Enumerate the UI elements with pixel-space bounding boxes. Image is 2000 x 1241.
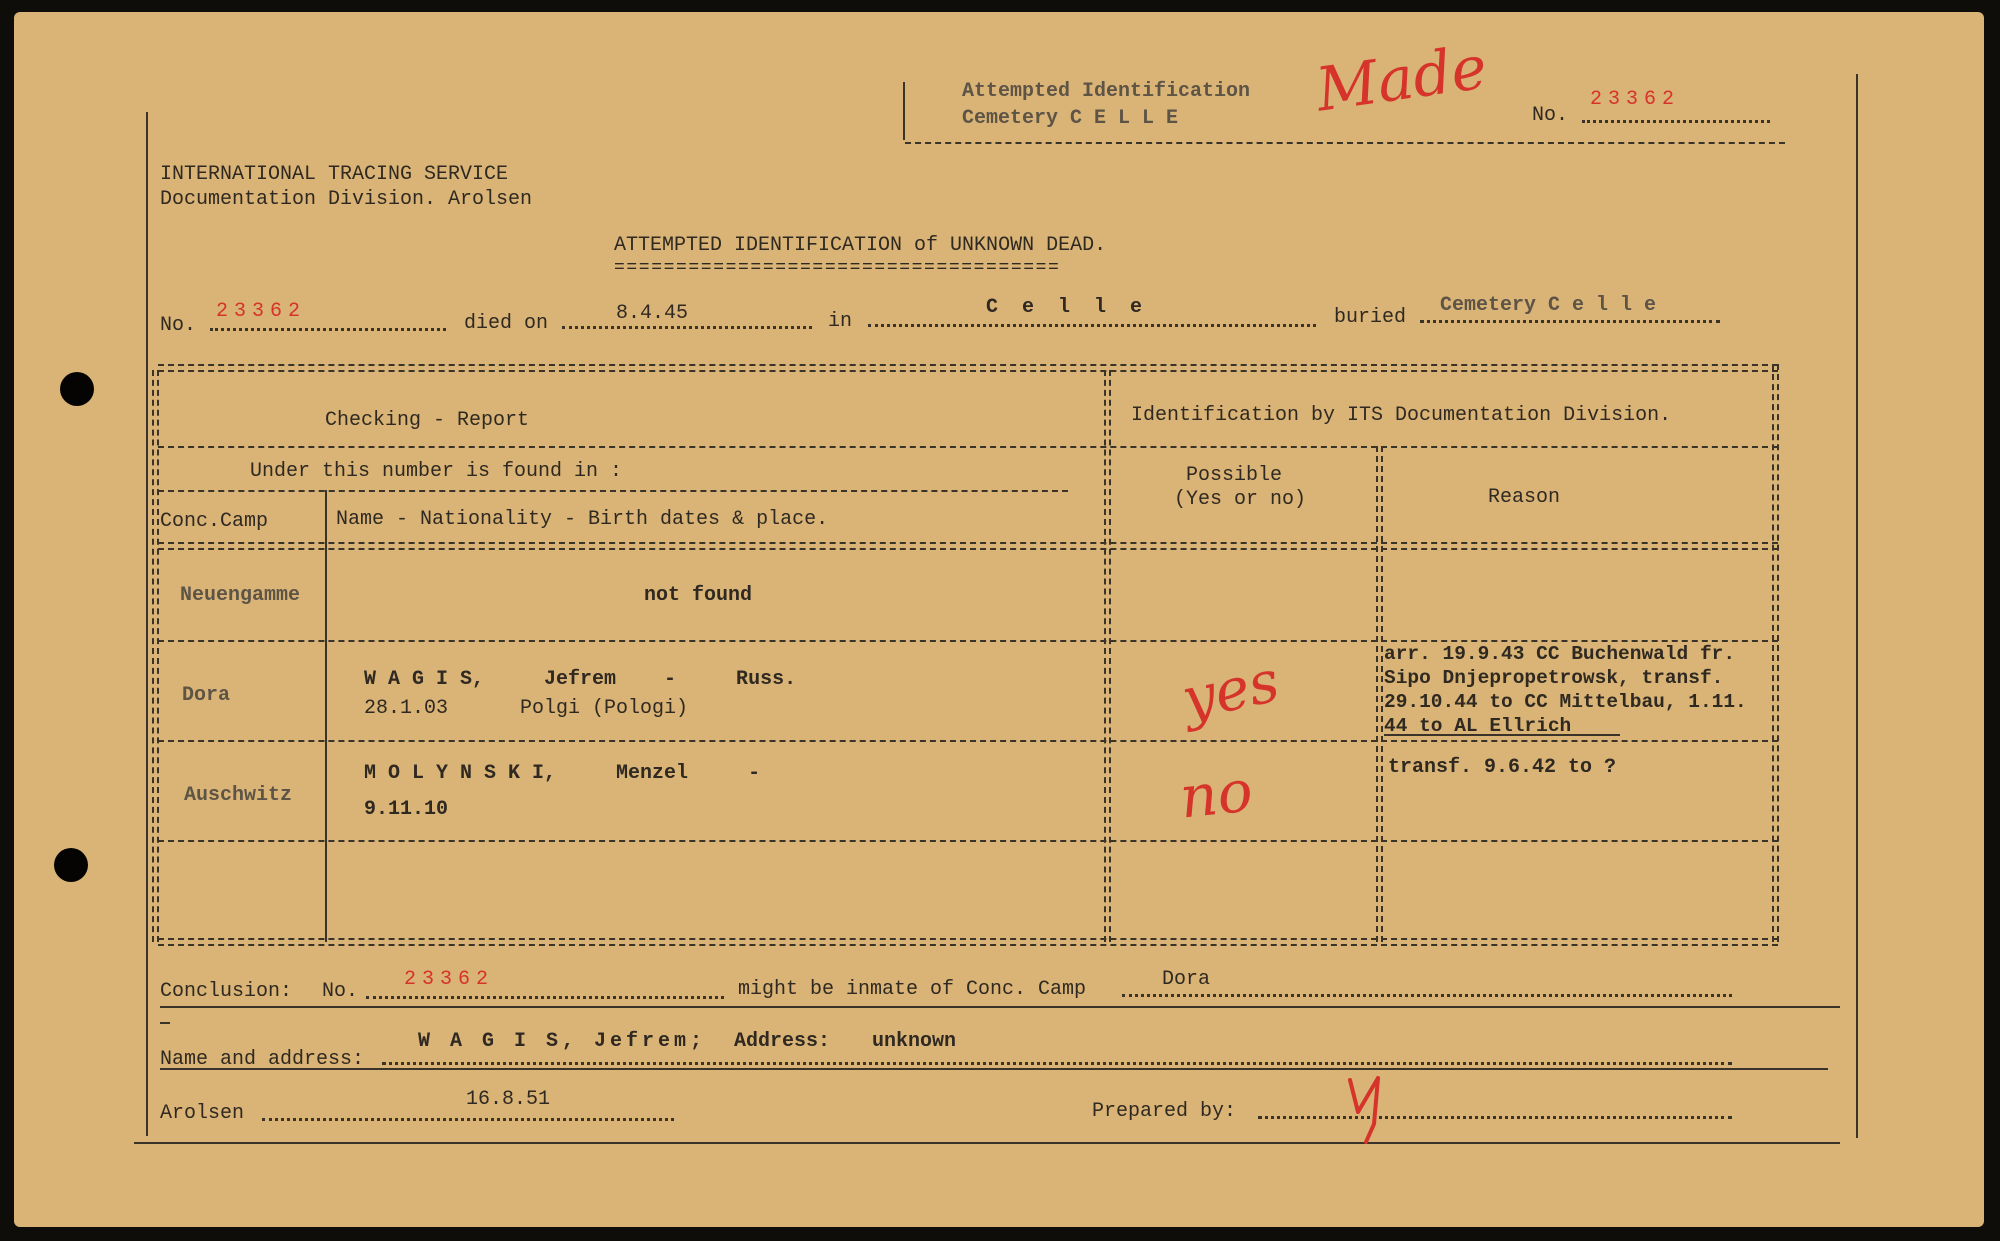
name-address-label: Name and address: [160, 1048, 365, 1071]
conclusion-camp-dots [1122, 994, 1732, 997]
frame-bottom-line [134, 1142, 1840, 1144]
stamp-line-2: Cemetery C E L L E [962, 107, 1179, 130]
buried-value: Cemetery C e l l e [1440, 294, 1657, 317]
form-title: ATTEMPTED IDENTIFICATION of UNKNOWN DEAD. [614, 234, 1107, 257]
row-3-rule [158, 840, 1778, 842]
org-line-1: INTERNATIONAL TRACING SERVICE [160, 163, 509, 186]
table-bottom-rule [158, 938, 1778, 946]
row-camp: Auschwitz [184, 784, 293, 807]
row-name-line-1: M O L Y N S K I, Menzel - [364, 762, 761, 785]
found-in-label: Under this number is found in : [250, 460, 623, 483]
table-left-edge [152, 370, 159, 942]
made-annotation: Made [1311, 32, 1492, 126]
identification-heading: Identification by ITS Documentation Division. [1131, 404, 1672, 427]
died-on-value: 8.4.45 [616, 302, 689, 325]
frame-right-line [1856, 74, 1858, 1138]
col-camp-header: Conc.Camp [160, 510, 269, 533]
camp-column-divider [325, 490, 327, 942]
stamp-line-1: Attempted Identification [962, 80, 1251, 103]
prepared-by-dots [1258, 1116, 1732, 1119]
col-possible-header-2: (Yes or no) [1174, 488, 1307, 511]
table-header-rule [158, 446, 1778, 448]
buried-label: buried [1334, 306, 1407, 329]
stamp-number: 23362 [1590, 88, 1681, 111]
punch-hole-top [60, 372, 94, 406]
footer-date: 16.8.51 [466, 1088, 551, 1111]
name-address-name: W A G I S, Jefrem; [418, 1030, 707, 1053]
row-name-line-1: W A G I S, Jefrem - Russ. [364, 668, 797, 691]
record-number: 23362 [216, 300, 307, 323]
frame-left-line [146, 112, 148, 1136]
row-camp: Dora [182, 684, 231, 707]
footer-place: Arolsen [160, 1102, 245, 1125]
stamp-box-bottom [905, 142, 1785, 144]
row-name-line-1: not found [644, 584, 753, 607]
row-reason: arr. 19.9.43 CC Buchenwald fr. Sipo Dnjepropetrowsk, transf. 29.10.44 to CC Mittelbau, 1.11. 44 to AL Ellrich [1384, 643, 1747, 737]
conclusion-no-dots [366, 996, 724, 999]
found-in-rule [158, 490, 1068, 492]
name-address-underline [160, 1068, 1828, 1070]
row-possible-handwritten: no [1176, 756, 1256, 832]
name-address-dots [382, 1062, 1732, 1065]
record-no-label: No. [160, 314, 197, 337]
row-reason: transf. 9.6.42 to ? [1388, 756, 1617, 779]
org-line-2: Documentation Division. Arolsen [160, 188, 533, 211]
conclusion-middle-text: might be inmate of Conc. Camp [738, 978, 1087, 1001]
checking-report-heading: Checking - Report [325, 409, 530, 432]
row-name-line-2: 28.1.03 Polgi (Pologi) [364, 697, 689, 720]
col-reason-header: Reason [1488, 486, 1561, 509]
reason-underline [1384, 734, 1620, 736]
stamp-box-left [903, 82, 905, 140]
buried-dots [1420, 320, 1720, 323]
in-dots [868, 324, 1316, 327]
prepared-by-label: Prepared by: [1092, 1100, 1237, 1123]
identification-divider [1104, 370, 1111, 942]
form-title-underline: ==================================== [614, 258, 1061, 278]
address-value: unknown [872, 1030, 957, 1053]
column-header-rule [158, 542, 1778, 550]
in-label: in [828, 310, 853, 333]
possible-divider [1376, 446, 1383, 942]
name-address-tick [160, 1022, 170, 1024]
address-label: Address: [734, 1030, 831, 1053]
row-2-rule [158, 740, 1778, 742]
died-on-dots [562, 326, 812, 329]
footer-date-dots [262, 1118, 674, 1121]
record-no-dots [210, 328, 446, 331]
punch-hole-bottom [54, 848, 88, 882]
row-camp: Neuengamme [180, 584, 301, 607]
row-possible-handwritten: yes [1175, 646, 1285, 734]
table-top-rule [158, 364, 1778, 372]
conclusion-underline [160, 1006, 1840, 1008]
conclusion-label: Conclusion: [160, 980, 293, 1003]
stamp-no-dots [1582, 120, 1770, 123]
row-name-line-2: 9.11.10 [364, 798, 449, 821]
conclusion-camp: Dora [1162, 968, 1211, 991]
col-name-header: Name - Nationality - Birth dates & place. [336, 508, 829, 531]
conclusion-number: 23362 [404, 968, 495, 991]
col-possible-header-1: Possible [1186, 464, 1283, 487]
table-right-edge [1772, 364, 1779, 942]
stamp-no-label: No. [1532, 104, 1569, 127]
place-value: C e l l e [986, 296, 1149, 319]
conclusion-no-label: No. [322, 980, 359, 1003]
died-on-label: died on [464, 312, 549, 335]
